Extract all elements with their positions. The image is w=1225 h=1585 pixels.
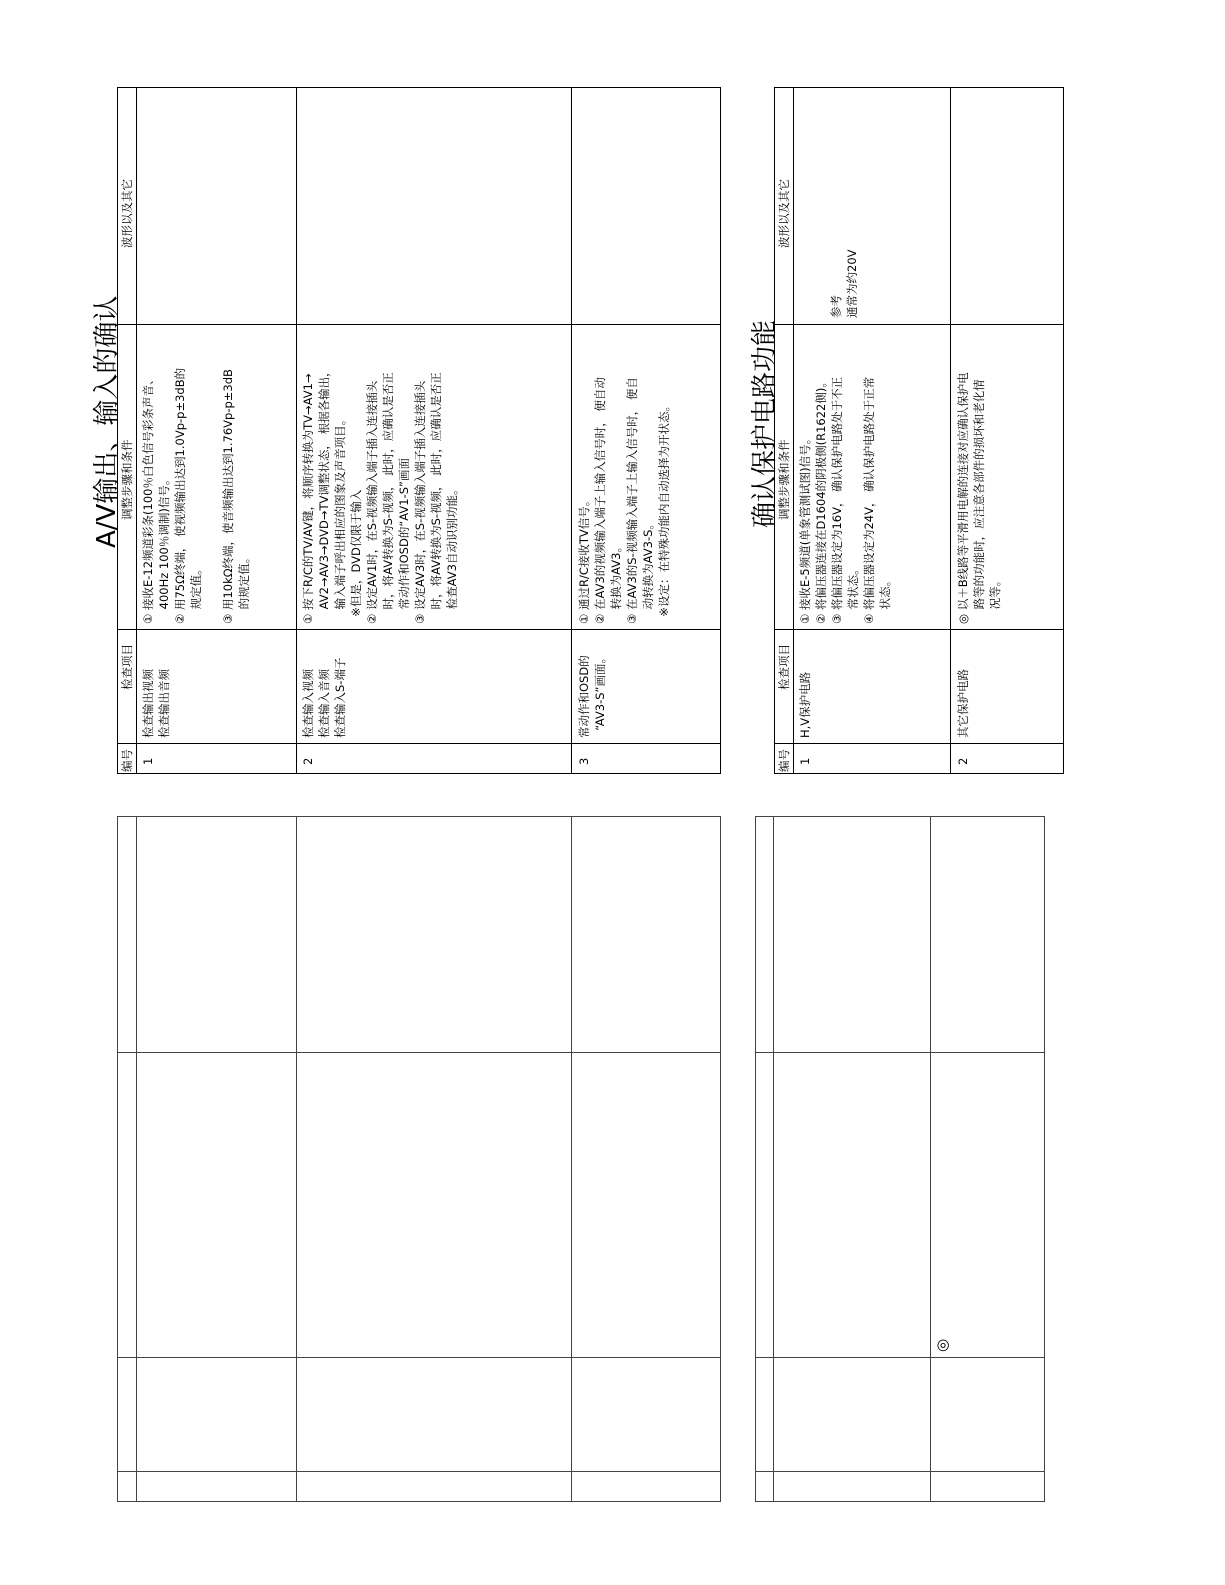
av-row-2-no: 2 (301, 757, 315, 765)
protect-row-1-item: H,V保护电路 (798, 671, 812, 738)
protect-row-2-steps: ◎ 以＋B线路等平滑用电解的连接对应确认保护电 路等的功能时，应注意各部件的损坏和老化情 况等。 (956, 372, 1002, 624)
av-header-item: 检查项目 (120, 644, 134, 690)
av-row-1-item: 检查输出视频 检查输出音频 (141, 669, 171, 738)
av-row-2-steps: ① 按下R/C的TV/AV键，将顺序转换为TV→AV1→ AV2→AV3→DVD→TV调整状态， 根据各输出， 输入端子呼出相应的图象及声音项目。 ※但是，DVD仅限于输入 ② 设定AV1时，在S-视频输入端子插入连接插头 时，将AV转换为S-视频， 此时，应确认是否正 常动作和OSD的“AV1-S”画面 ③ 设定AV3时，在S-视频输入端子插入连接插头 时，将AV转换为S-视频， 此时，应确认是否正 检查AV3自动识别功能。 (301, 365, 459, 624)
av-header-other: 波形以及其它 (120, 179, 134, 248)
protect-row-1-no: 1 (798, 757, 812, 765)
av-row-1-steps: ① 接收E-12频道彩条(100％白色信号彩条声音、 400Hz 100％调制)信号。 ② 用75Ω终端， 使视频输出达到1.0Vp-p±3dB的 规定值。 ③ 用10kΩ终端，使音频输出达到1.76Vp-p±3dB 的规定值。 (141, 367, 251, 624)
protect-header-steps: 调整步骤和条件 (777, 439, 791, 520)
av-header-steps: 调整步骤和条件 (120, 439, 134, 520)
protect-header-other: 波形以及其它 (777, 179, 791, 248)
protect-section-title: 确认保护电路功能 (750, 319, 780, 528)
av-row-3-item: 常动作和OSD的 “AV3-S”画面。 (577, 651, 607, 738)
protect-header-no: 编号 (777, 749, 791, 772)
protect-row-2-no: 2 (956, 757, 970, 765)
protect-header-item: 检查项目 (777, 644, 791, 690)
av-row-3-no: 3 (577, 757, 591, 765)
av-row-3-steps: ① 通过R/C接收TV信号。 ② 在AV3的视频输入端子上输入信号时， 便自动 转换为AV3。 ③ 在AV3的S-视频输入端子上输入信号时， 便自 动转换为AV3-S。 ※设定：在特殊功能内自动选择为开状态。 (577, 377, 671, 624)
ghost-table-left (117, 816, 721, 1502)
av-row-2-item: 检查输入视频 检查输入音频 检查输入S-端子 (301, 657, 347, 738)
protect-row-1-steps: ① 接收E-5频道(单象管测试图)信号。 ② 将偏压器连接在D1604的阴极侧(R1622侧)。 ③ 将偏压器设定为16V， 确认保护电路处于不正 常状态。 ④ 将偏压器设定为24V， 确认保护电路处于正常 状态。 (798, 376, 892, 624)
protect-row-2-item: 其它保护电路 (956, 669, 970, 738)
av-section-title: A/V输出、输入的确认 (92, 295, 122, 548)
ghost-double-circle-mark: ◎ (933, 1338, 951, 1352)
protect-row-1-other: 参考 通常为约20V (829, 249, 859, 318)
av-row-1-no: 1 (141, 757, 155, 765)
av-header-no: 编号 (120, 749, 134, 772)
ghost-table-right (755, 816, 1045, 1502)
